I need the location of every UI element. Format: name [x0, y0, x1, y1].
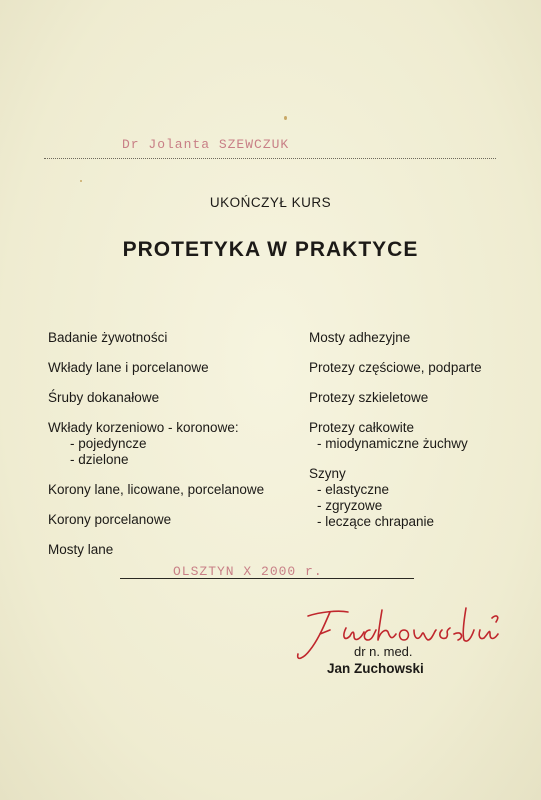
topic-item: Mosty lane: [48, 542, 114, 557]
topic-subitem: - leczące chrapanie: [317, 514, 435, 529]
topic-subitem: - pojedyncze: [70, 436, 147, 451]
topics-right-column: [309, 330, 482, 530]
topics-left-column: [48, 330, 264, 558]
topic-item: Wkłady lane i porcelanowe: [48, 360, 209, 375]
paper-speck: [80, 180, 82, 182]
topic-subitem: - dzielone: [70, 452, 129, 467]
topic-item: Protezy częściowe, podparte: [309, 360, 482, 375]
topic-item: Szyny: [309, 466, 346, 481]
topic-item: Mosty adhezyjne: [309, 330, 411, 345]
topic-item: Korony porcelanowe: [48, 512, 172, 527]
topic-subitem: - elastyczne: [317, 482, 390, 497]
signer-degree: dr n. med.: [354, 644, 413, 659]
topic-item: Wkłady korzeniowo - koronowe:: [48, 420, 239, 435]
completed-course-label: UKOŃCZYŁ KURS: [209, 195, 332, 210]
topic-item: Protezy całkowite: [309, 420, 415, 435]
topic-item: Badanie żywotności: [48, 330, 168, 345]
topic-item: Korony lane, licowane, porcelanowe: [48, 482, 265, 497]
signer-name: Jan Zuchowski: [327, 661, 424, 676]
topic-item: Śruby dokanałowe: [48, 390, 160, 405]
topic-subitem: - miodynamiczne żuchwy: [317, 436, 468, 451]
place-date: OLSZTYN X 2000 r.: [173, 564, 323, 579]
recipient-name: Dr Jolanta SZEWCZUK: [122, 137, 290, 152]
topic-subitem: - zgryzowe: [317, 498, 383, 513]
topic-item: Protezy szkieletowe: [309, 390, 429, 405]
paper-speck: [284, 116, 287, 120]
course-title: PROTETYKA W PRAKTYCE: [122, 238, 419, 261]
